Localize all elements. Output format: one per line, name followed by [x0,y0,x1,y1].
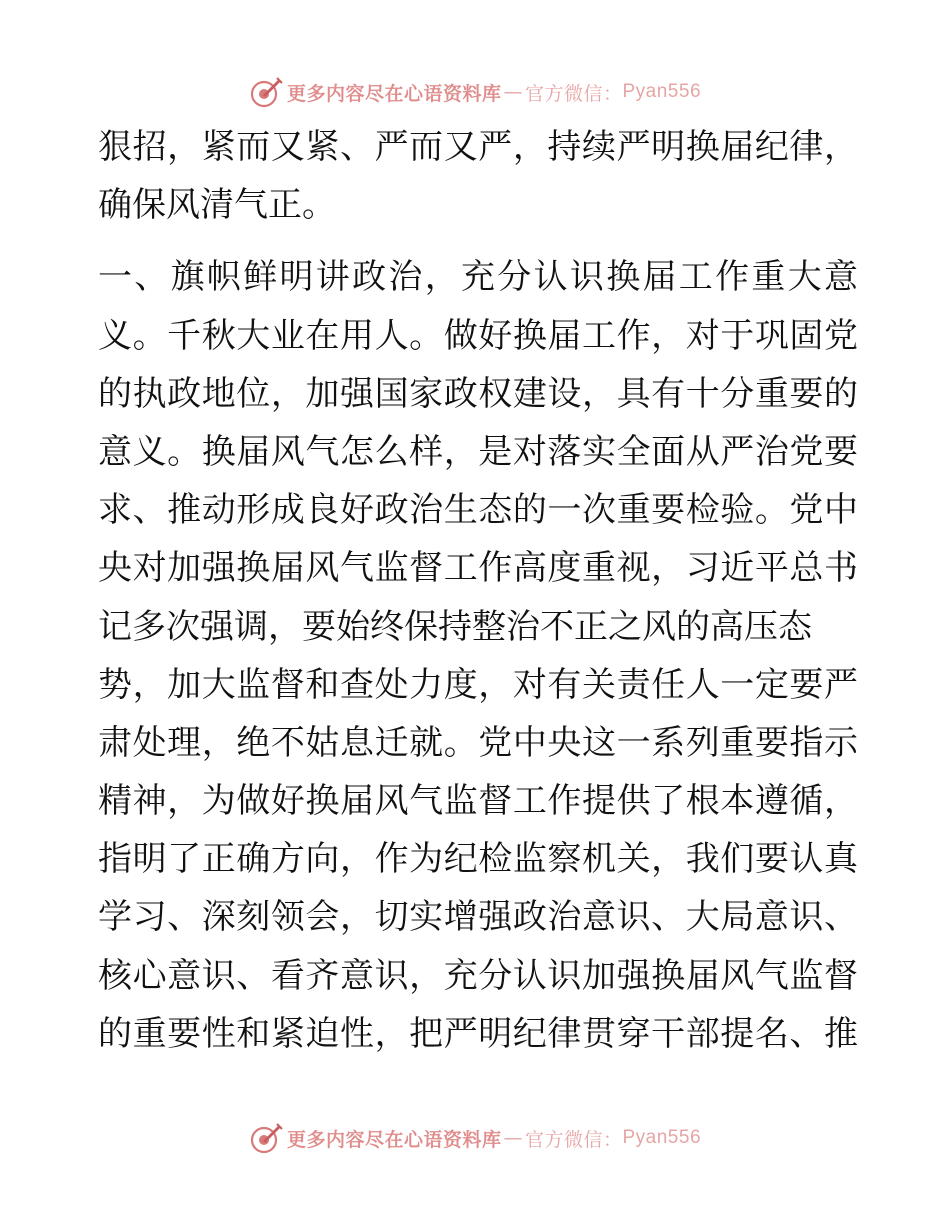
paragraph-section-one [98,248,858,1063]
text-line: 央对加强换届风气监督工作高度重视，习近平总书 [98,548,858,589]
text-line: 记多次强调，要始终保持整治不正之风的高压态 [98,606,812,647]
text-line: 指明了正确方向，作为纪检监察机关，我们要认真 [98,839,858,880]
watermark-sub-text: 官方微信： [524,82,623,105]
text-line: 学习、深刻领会，切实增强政治意识、大局意识、 [98,897,858,938]
text-line: 肃处理，绝不姑息迁就。党中央这一系列重要指示 [98,722,858,763]
text-line: 求、推动形成良好政治生态的一次重要检验。党中 [98,490,858,531]
text-line: 势，加大监督和查处力度，对有关责任人一定要严 [98,664,858,705]
text-line: 意义。换届风气怎么样，是对落实全面从严治党要 [98,431,858,472]
watermark-sub-text: 官方微信： [524,1128,623,1151]
text-line: 核心意识、看齐意识，充分认识加强换届风气监督 [98,955,858,996]
quill-logo-icon [249,75,283,109]
paragraph-intro [98,118,858,234]
text-line: 的执政地位，加强国家政权建设，具有十分重要的 [98,373,858,414]
watermark-wechat-id: Pyan556 [622,81,702,102]
header-watermark [0,72,950,112]
text-line: 确保风清气正。 [98,185,336,226]
section-heading-line: 一、旗帜鲜明讲政治，充分认识换届工作重大意 [98,257,858,298]
text-line: 义。千秋大业在用人。做好换届工作，对于巩固党 [98,315,858,356]
document-body [98,118,858,1063]
quill-logo-icon [249,1121,283,1155]
footer-watermark [0,1118,950,1158]
text-line: 的重要性和紧迫性，把严明纪律贯穿干部提名、推 [98,1013,858,1054]
watermark-main-text: 更多内容尽在心语资料库 [286,82,502,105]
watermark-dash: — [503,81,523,103]
text-line: 精神，为做好换届风气监督工作提供了根本遵循， [98,781,858,822]
text-line: 狠招，紧而又紧、严而又严，持续严明换届纪律， [98,127,858,167]
paragraph-gap [98,234,858,248]
watermark-dash: — [503,1127,523,1149]
watermark-main-text: 更多内容尽在心语资料库 [286,1128,502,1151]
watermark-wechat-id: Pyan556 [622,1127,702,1148]
